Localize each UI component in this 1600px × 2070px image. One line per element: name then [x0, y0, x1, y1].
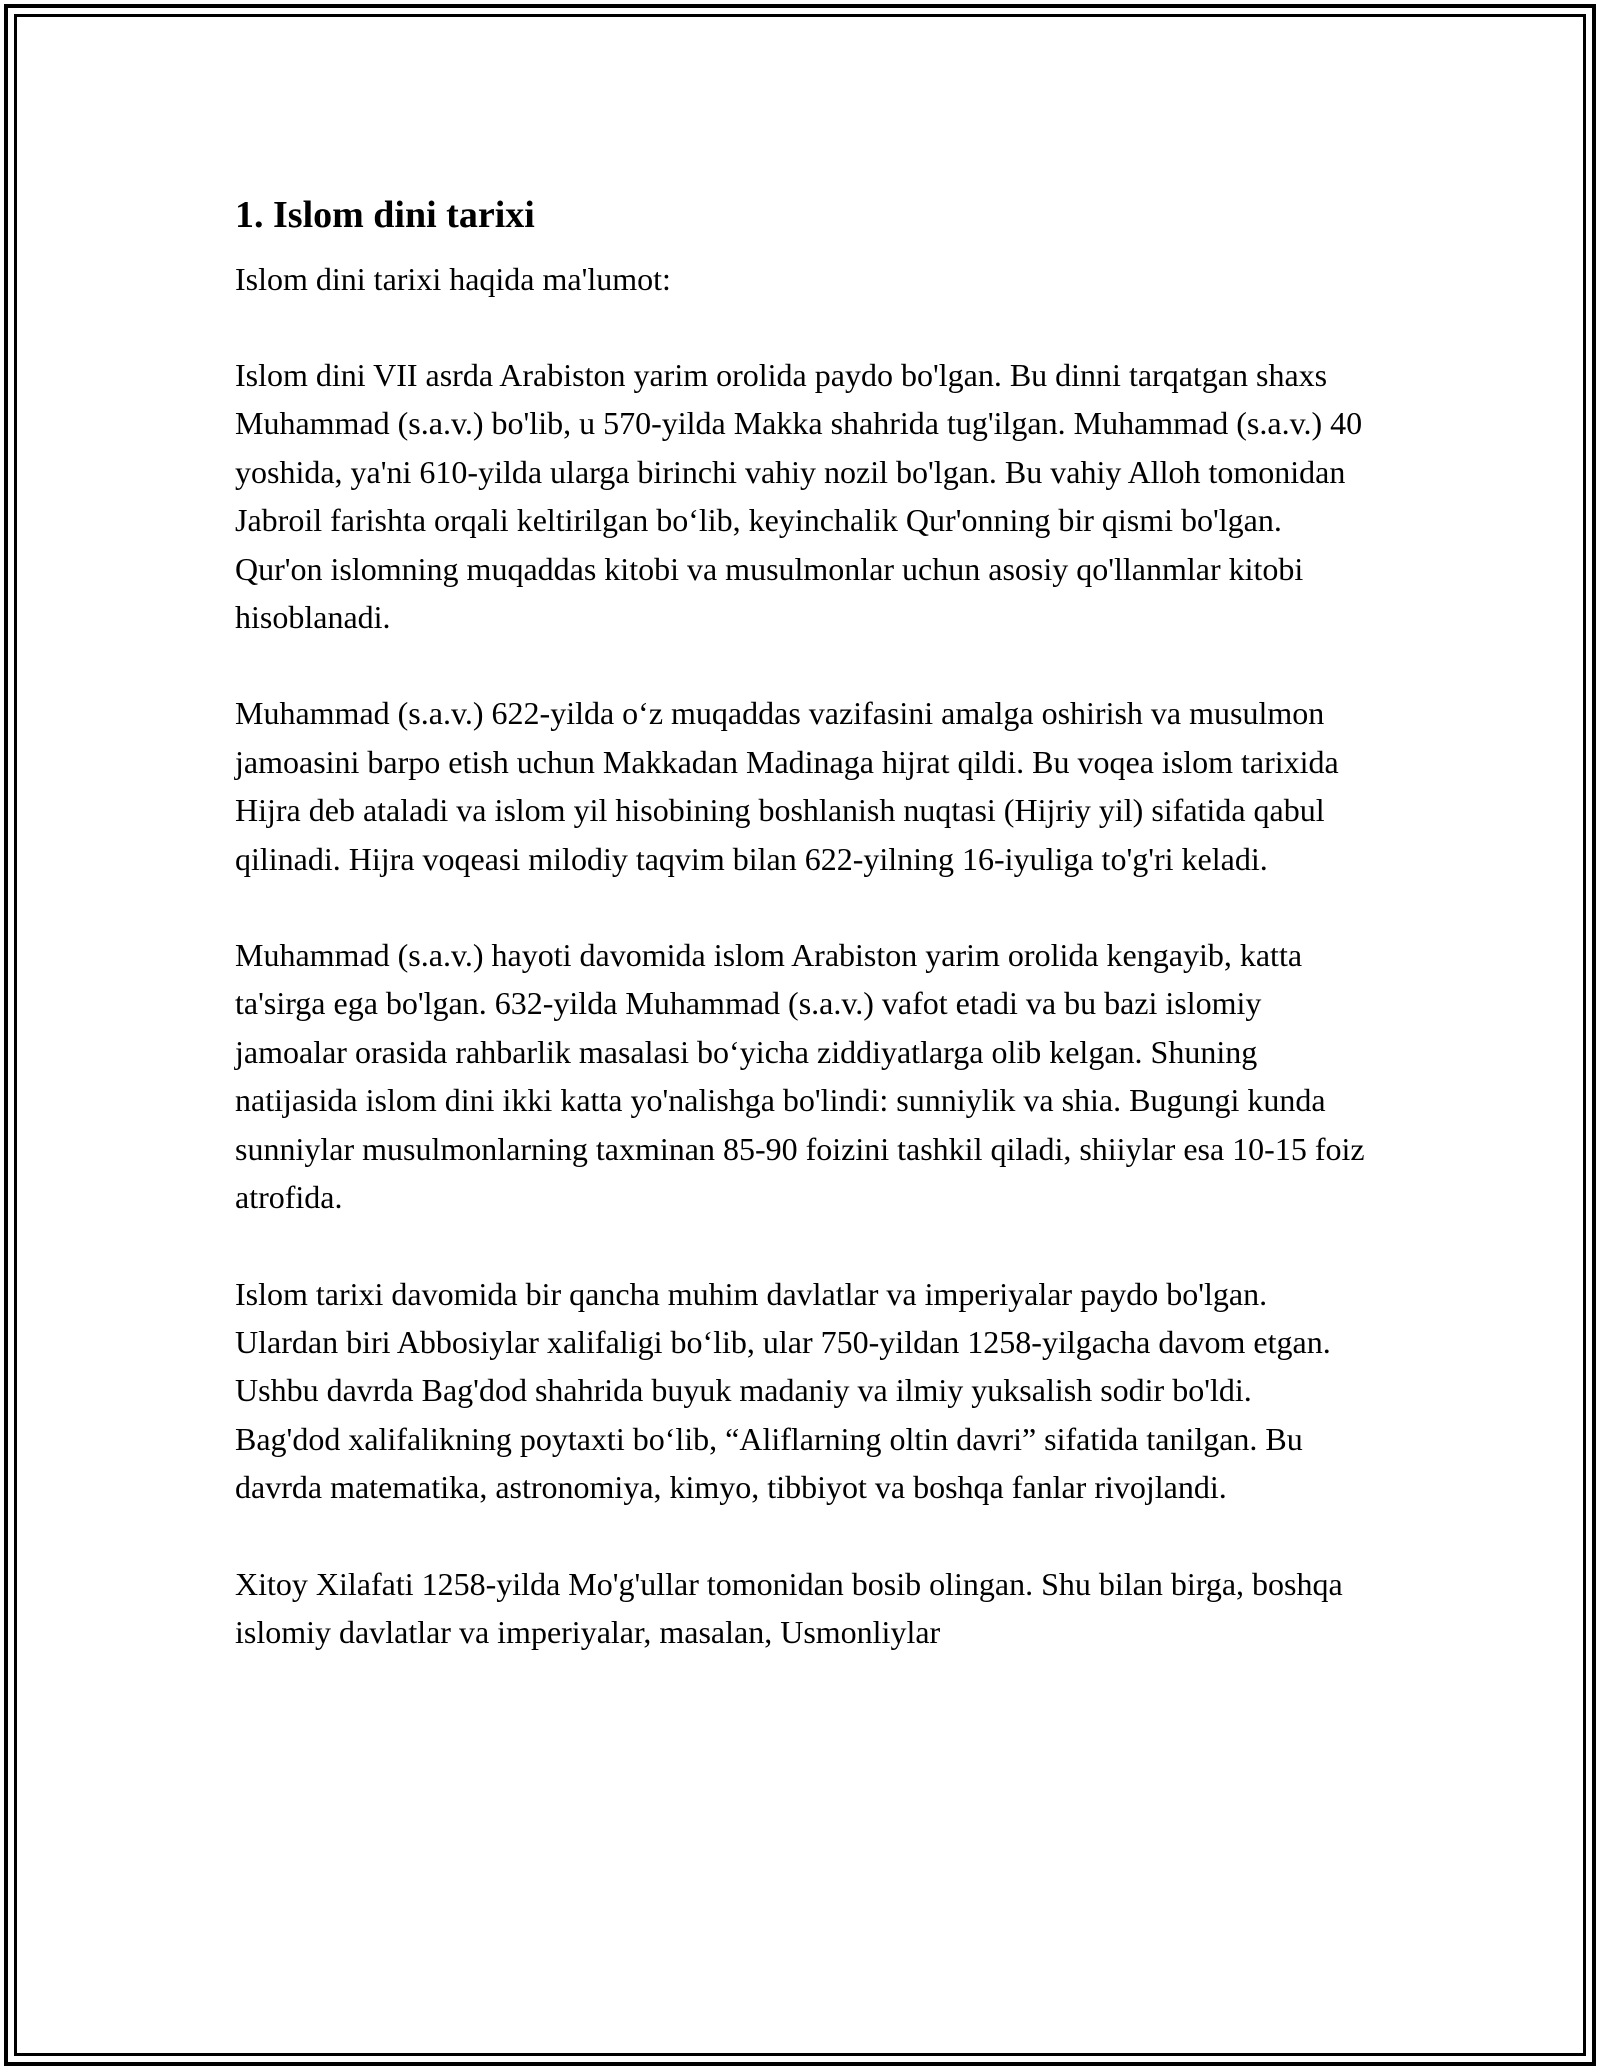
- section-heading: 1. Islom dini tarixi: [235, 194, 535, 236]
- intro-line: Islom dini tarixi haqida ma'lumot:: [235, 261, 671, 297]
- paragraph-3: Muhammad (s.a.v.) hayoti davomida islom Arabiston yarim orolida kengayib, katta ta'sirga ega bo'lgan. 632-yilda Muhammad (s.a.v.) vafot etadi va bu bazi islomiy jamoalar orasida rahbarlik masalasi bo‘yicha ziddiyatlarga olib kelgan. Shuning natijasida islom dini ikki katta yo'nalishga bo'lindi: sunniylik va shia. Bugungi kunda sunniylar musulmonlarning taxminan 85-90 foizini tashkil qiladi, shiiylar esa 10-15 foiz atrofida.: [235, 937, 1365, 1216]
- paragraph-4: Islom tarixi davomida bir qancha muhim davlatlar va imperiyalar paydo bo'lgan. Ulardan biri Abbosiylar xalifaligi bo‘lib, ular 750-yildan 1258-yilgacha davom etgan. Ushbu davrda Bag'dod shahrida buyuk madaniy va ilmiy yuksalish sodir bo'ldi. Bag'dod xalifalikning poytaxti bo‘lib, “Aliflarning oltin davri” sifatida tanilgan. Bu davrda matematika, astronomiya, kimyo, tibbiyot va boshqa fanlar rivojlandi.: [235, 1275, 1331, 1506]
- paragraph-5: Xitoy Xilafati 1258-yilda Mo'g'ullar tomonidan bosib olingan. Shu bilan birga, boshqa islomiy davlatlar va imperiyalar, masalan, Usmonliylar: [235, 1565, 1343, 1650]
- paragraph-1: Islom dini VII asrda Arabiston yarim orolida paydo bo'lgan. Bu dinni tarqatgan shaxs Muhammad (s.a.v.) bo'lib, u 570-yilda Makka shahrida tug'ilgan. Muhammad (s.a.v.) 40 yoshida, ya'ni 610-yilda ularga birinchi vahiy nozil bo'lgan. Bu vahiy Alloh tomonidan Jabroil farishta orqali keltirilgan bo‘lib, keyinchalik Qur'onning bir qismi bo'lgan. Qur'on islomning muqaddas kitobi va musulmonlar uchun asosiy qo'llanmlar kitobi hisoblanadi.: [235, 357, 1363, 636]
- paragraph-2: Muhammad (s.a.v.) 622-yilda o‘z muqaddas vazifasini amalga oshirish va musulmon jamoasini barpo etish uchun Makkadan Madinaga hijrat qildi. Bu voqea islom tarixida Hijra deb ataladi va islom yil hisobining boshlanish nuqtasi (Hijriy yil) sifatida qabul qilinadi. Hijra voqeasi milodiy taqvim bilan 622-yilning 16-iyuliga to'g'ri keladi.: [235, 695, 1339, 877]
- document-body: [235, 183, 1365, 1656]
